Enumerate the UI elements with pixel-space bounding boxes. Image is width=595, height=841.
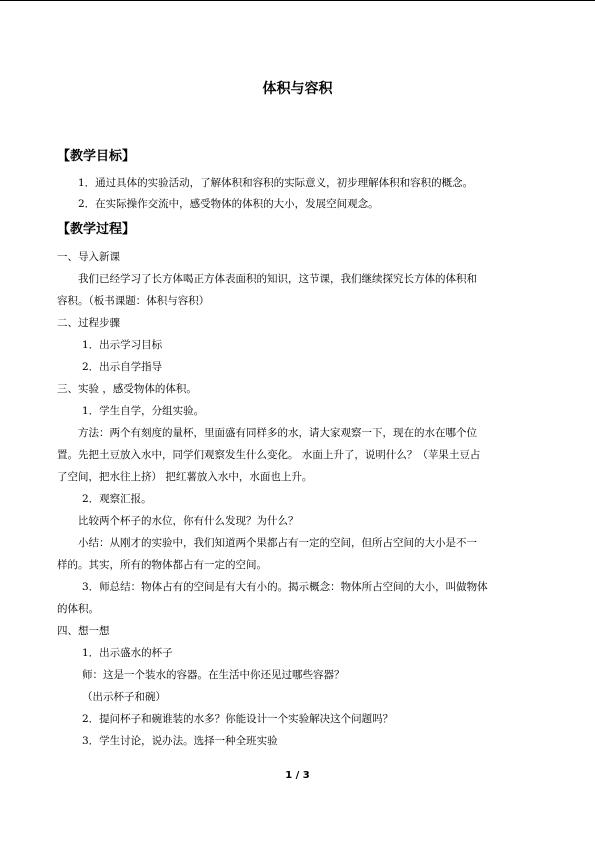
body-line: 了空间，把水往上挤） 把红薯放入水中，水面也上升。 — [57, 471, 313, 483]
body-line: 置。先把土豆放入水中，同学们观察发生什么变化。 水面上升了，说明什么？（苹果土豆占 — [57, 449, 481, 461]
body-line: 师：这是一个装水的容器。在生活中你还见过哪些容器？ — [82, 669, 345, 681]
body-line: 的体积。 — [57, 603, 99, 615]
section-heading-process: 【教学过程】 — [57, 222, 136, 237]
body-line: （出示杯子和碗） — [82, 691, 166, 703]
document-title: 体积与容积 — [262, 81, 333, 97]
body-line: 方法：两个有刻度的量杯，里面盛有同样多的水，请大家观察一下，现在的水在哪个位 — [78, 427, 477, 439]
list-item: 3．师总结：物体占有的空间是有大有小的。揭示概念：物体所占空间的大小，叫做物体 — [82, 581, 488, 593]
body-line: 样的。其实，所有的物体都占有一定的空间。 — [57, 559, 267, 571]
goal-line: 2．在实际操作交流中，感受物体的体积的大小，发展空间观念。 — [78, 198, 379, 210]
list-item: 1．出示盛水的杯子 — [82, 647, 173, 659]
section-heading-goals: 【教学目标】 — [57, 149, 136, 164]
goal-line: 1．通过具体的实验活动，了解体积和容积的实际意义，初步理解体积和容积的概念。 — [78, 177, 474, 189]
list-item: 2．提问杯子和碗谁装的水多？你能设计一个实验解决这个问题吗？ — [82, 713, 394, 725]
list-item: 1．出示学习目标 — [82, 339, 163, 351]
list-item: 3．学生讨论，说办法。选择一种全班实验 — [82, 735, 278, 747]
list-item: 2．观察汇报。 — [82, 493, 152, 505]
heading-line: 二、过程步骤 — [57, 317, 120, 329]
heading-line: 一、导入新课 — [57, 251, 120, 263]
body-line: 小结：从刚才的实验中，我们知道两个果都占有一定的空间，但所占空间的大小是不一 — [78, 537, 477, 549]
body-line: 我们已经学习了长方体喝正方体表面积的知识，这节课，我们继续探究长方体的体积和 — [78, 273, 477, 285]
top-rule — [0, 0, 595, 1]
list-item: 2．出示自学指导 — [82, 361, 163, 373]
heading-line: 三、实验 ，感受物体的体积。 — [57, 383, 197, 395]
heading-line: 四、想一想 — [57, 625, 110, 637]
page-number: 1 / 3 — [285, 770, 310, 781]
list-item: 1．学生自学，分组实验。 — [82, 405, 205, 417]
body-line: 容积。（板书课题：体积与容积） — [57, 295, 210, 307]
body-line: 比较两个杯子的水位，你有什么发现？为什么？ — [78, 515, 299, 527]
